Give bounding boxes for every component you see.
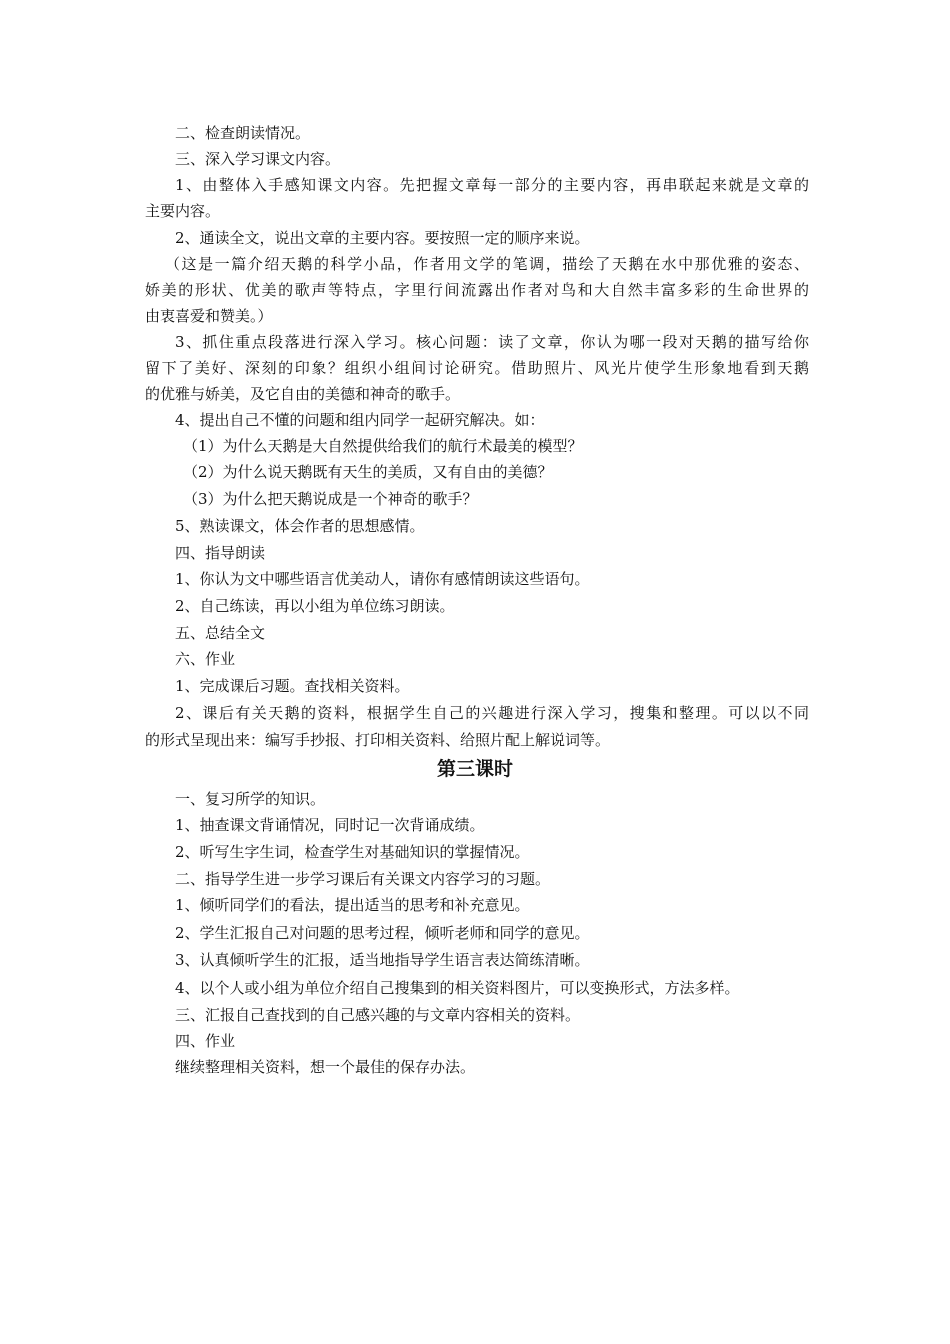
paragraph-line: 4、以个人或小组为单位介绍自己搜集到的相关资料图片，可以变换形式，方法多样。: [175, 979, 740, 997]
paragraph-line: 2、学生汇报自己对问题的思考过程，倾听老师和同学的意见。: [175, 924, 590, 942]
heading-homework: 六、作业: [175, 650, 236, 668]
list-item: （2）为什么说天鹅既有天生的美质，又有自由的美德？: [183, 463, 553, 481]
heading-check-reading: 二、检查朗读情况。: [175, 124, 311, 142]
heading-report: 三、汇报自己查找到的自己感兴趣的与文章内容相关的资料。: [175, 1006, 581, 1024]
section-title: 第三课时: [436, 758, 513, 780]
heading-exercise-guidance: 二、指导学生进一步学习课后有关课文内容学习的习题。: [175, 870, 551, 888]
paragraph-line: 1、你认为文中哪些语言优美动人，请你有感情朗读这些语句。: [175, 570, 590, 588]
heading-review: 一、复习所学的知识。: [175, 790, 326, 808]
paragraph-line: 2、听写生字生词，检查学生对基础知识的掌握情况。: [175, 843, 530, 861]
paragraph-line: 2、自己练读，再以小组为单位练习朗读。: [175, 597, 455, 615]
paragraph-line: 的优雅与娇美，及它自由的美德和神奇的歌手。: [145, 385, 461, 403]
heading-reading-guidance: 四、指导朗读: [175, 544, 266, 562]
paragraph-line: 4、提出自己不懂的问题和组内同学一起研究解决。如：: [175, 411, 545, 429]
paragraph-line: 1、抽查课文背诵情况，同时记一次背诵成绩。: [175, 816, 485, 834]
paragraph-line: 的形式呈现出来：编写手抄报、打印相关资料、给照片配上解说词等。: [145, 731, 611, 749]
paragraph-line: 由衷喜爱和赞美。）: [145, 307, 273, 325]
paragraph-line: （这是一篇介绍天鹅的科学小品，作者用文学的笔调，描绘了天鹅在水中那优雅的姿态、: [165, 255, 809, 273]
paragraph-line: 继续整理相关资料，想一个最佳的保存办法。: [175, 1058, 476, 1076]
paragraph-line: 主要内容。: [145, 202, 221, 220]
heading-deep-study: 三、深入学习课文内容。: [175, 150, 341, 168]
paragraph-line: 1、完成课后习题。查找相关资料。: [175, 677, 410, 695]
paragraph-line: 3、抓住重点段落进行深入学习。核心问题：读了文章，你认为哪一段对天鹅的描写给你: [175, 333, 809, 351]
paragraph-line: 2、通读全文，说出文章的主要内容。要按照一定的顺序来说。: [175, 229, 590, 247]
list-item: （3）为什么把天鹅说成是一个神奇的歌手？: [183, 490, 478, 508]
paragraph-line: 3、认真倾听学生的汇报，适当地指导学生语言表达简练清晰。: [175, 951, 590, 969]
paragraph-line: 1、倾听同学们的看法，提出适当的思考和补充意见。: [175, 896, 530, 914]
heading-homework-2: 四、作业: [175, 1032, 236, 1050]
paragraph-line: 2、课后有关天鹅的资料，根据学生自己的兴趣进行深入学习，搜集和整理。可以以不同: [175, 704, 809, 722]
paragraph-line: 1、由整体入手感知课文内容。先把握文章每一部分的主要内容，再串联起来就是文章的: [175, 176, 809, 194]
heading-summary: 五、总结全文: [175, 624, 266, 642]
list-item: （1）为什么天鹅是大自然提供给我们的航行术最美的模型？: [183, 437, 583, 455]
paragraph-line: 娇美的形状、优美的歌声等特点，字里行间流露出作者对鸟和大自然丰富多彩的生命世界的: [145, 281, 809, 299]
paragraph-line: 5、熟读课文，体会作者的思想感情。: [175, 517, 425, 535]
paragraph-line: 留下了美好、深刻的印象？组织小组间讨论研究。借助照片、风光片使学生形象地看到天鹅: [145, 359, 809, 377]
